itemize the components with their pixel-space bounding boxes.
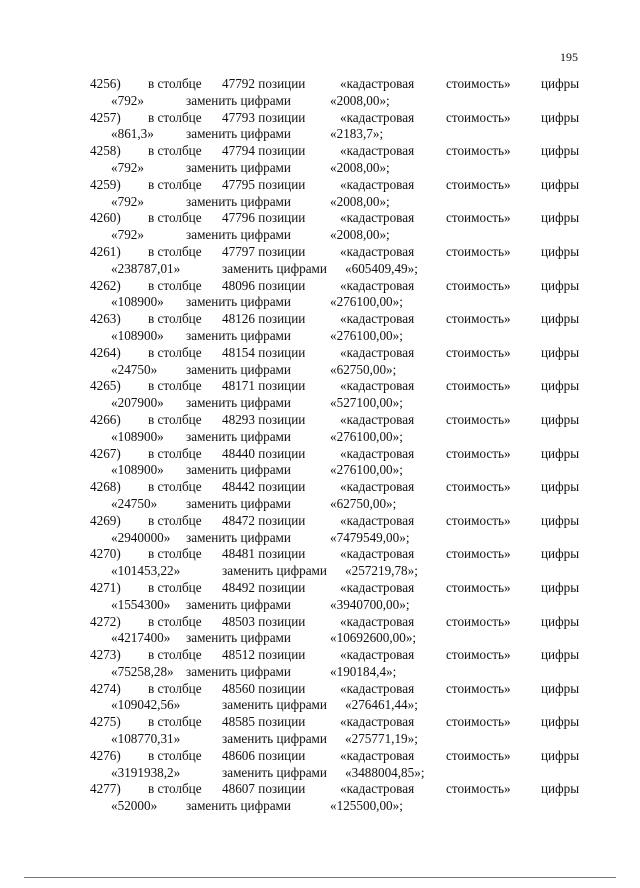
- new-value: «3940700,00»;: [330, 596, 410, 612]
- replace-label: заменить цифрами: [186, 798, 291, 814]
- column-label: в столбце: [148, 143, 202, 159]
- entry-number: 4264): [90, 344, 121, 360]
- position-number: 48606: [222, 747, 255, 763]
- digits-label: цифры: [541, 311, 580, 327]
- list-item: [0, 378, 640, 412]
- cadastral-label: «кадастровая: [340, 445, 415, 461]
- old-value: «207900»: [111, 395, 164, 411]
- replace-label: заменить цифрами: [186, 529, 291, 545]
- replace-label: заменить цифрами: [186, 428, 291, 444]
- replace-label: заменить цифрами: [186, 294, 291, 310]
- cadastral-label: «кадастровая: [340, 512, 415, 528]
- cost-label: стоимость»: [446, 76, 511, 91]
- position-label: позиции: [258, 781, 306, 797]
- entry-number: 4277): [90, 781, 121, 797]
- cost-label: стоимость»: [446, 243, 511, 259]
- replace-label: заменить цифрами: [186, 193, 291, 209]
- cost-label: стоимость»: [446, 378, 511, 394]
- cadastral-label: «кадастровая: [340, 344, 415, 360]
- old-value: «108900»: [111, 327, 164, 343]
- new-value: «190184,4»;: [330, 663, 397, 679]
- position-text: [222, 748, 305, 764]
- column-label: в столбце: [148, 680, 202, 696]
- old-value: «4217400»: [111, 630, 171, 646]
- list-item: [0, 614, 640, 648]
- list-item: [0, 714, 640, 748]
- position-number: 48560: [222, 680, 255, 696]
- position-label: позиции: [258, 277, 306, 293]
- cadastral-label: «кадастровая: [340, 277, 415, 293]
- replace-label: заменить цифрами: [186, 663, 291, 679]
- position-number: 48585: [222, 714, 255, 730]
- cadastral-label: «кадастровая: [340, 210, 415, 226]
- column-label: в столбце: [148, 109, 202, 125]
- column-label: в столбце: [148, 579, 202, 595]
- cadastral-label: «кадастровая: [340, 243, 415, 259]
- position-text: [222, 546, 305, 562]
- position-label: позиции: [258, 76, 306, 91]
- cadastral-label: «кадастровая: [340, 411, 415, 427]
- position-number: 47794: [222, 143, 255, 159]
- position-text: [222, 647, 305, 663]
- position-text: [222, 311, 305, 327]
- list-item: [0, 580, 640, 614]
- list-item: [0, 110, 640, 144]
- cost-label: стоимость»: [446, 176, 511, 192]
- position-number: 48154: [222, 344, 255, 360]
- list-item: [0, 479, 640, 513]
- footer-divider: [24, 877, 616, 878]
- column-label: в столбце: [148, 76, 202, 91]
- old-value: «24750»: [111, 361, 158, 377]
- entry-number: 4256): [90, 76, 121, 91]
- entry-number: 4269): [90, 512, 121, 528]
- new-value: «62750,00»;: [330, 495, 397, 511]
- position-text: [222, 412, 305, 428]
- position-text: [222, 513, 305, 529]
- replace-label: заменить цифрами: [186, 159, 291, 175]
- position-text: [222, 781, 305, 797]
- new-value: «527100,00»;: [330, 395, 403, 411]
- position-label: позиции: [258, 109, 306, 125]
- replace-label: заменить цифрами: [222, 563, 327, 579]
- list-item: [0, 311, 640, 345]
- column-label: в столбце: [148, 613, 202, 629]
- position-label: позиции: [258, 411, 306, 427]
- old-value: «792»: [111, 92, 144, 108]
- entry-number: 4260): [90, 210, 121, 226]
- page-number: 195: [560, 50, 578, 64]
- position-label: позиции: [258, 176, 306, 192]
- new-value: «257219,78»;: [345, 563, 418, 579]
- old-value: «3191938,2»: [111, 764, 181, 780]
- entry-number: 4258): [90, 143, 121, 159]
- cadastral-label: «кадастровая: [340, 579, 415, 595]
- cost-label: стоимость»: [446, 210, 511, 226]
- new-value: «2183,7»;: [330, 126, 384, 142]
- position-number: 48607: [222, 781, 255, 797]
- cost-label: стоимость»: [446, 479, 511, 495]
- new-value: «275771,19»;: [345, 731, 418, 747]
- new-value: «2008,00»;: [330, 227, 390, 243]
- list-item: [0, 76, 640, 110]
- column-label: в столбце: [148, 411, 202, 427]
- cadastral-label: «кадастровая: [340, 378, 415, 394]
- list-item: [0, 546, 640, 580]
- replace-label: заменить цифрами: [186, 361, 291, 377]
- entry-number: 4265): [90, 378, 121, 394]
- cadastral-label: «кадастровая: [340, 76, 415, 91]
- old-value: «24750»: [111, 495, 158, 511]
- cadastral-label: «кадастровая: [340, 176, 415, 192]
- list-item: [0, 681, 640, 715]
- old-value: «101453,22»: [111, 563, 181, 579]
- entry-number: 4273): [90, 647, 121, 663]
- old-value: «109042,56»: [111, 697, 181, 713]
- digits-label: цифры: [541, 512, 580, 528]
- digits-label: цифры: [541, 714, 580, 730]
- replace-label: заменить цифрами: [186, 92, 291, 108]
- list-item: [0, 446, 640, 480]
- digits-label: цифры: [541, 411, 580, 427]
- column-label: в столбце: [148, 210, 202, 226]
- replace-label: заменить цифрами: [186, 126, 291, 142]
- entry-number: 4259): [90, 176, 121, 192]
- digits-label: цифры: [541, 378, 580, 394]
- column-label: в столбце: [148, 243, 202, 259]
- digits-label: цифры: [541, 344, 580, 360]
- position-text: [222, 714, 305, 730]
- position-number: 48442: [222, 479, 255, 495]
- position-text: [222, 143, 305, 159]
- cost-label: стоимость»: [446, 344, 511, 360]
- digits-label: цифры: [541, 781, 580, 797]
- replace-label: заменить цифрами: [222, 764, 327, 780]
- cadastral-label: «кадастровая: [340, 747, 415, 763]
- position-text: [222, 681, 305, 697]
- entry-number: 4275): [90, 714, 121, 730]
- position-number: 48503: [222, 613, 255, 629]
- cadastral-label: «кадастровая: [340, 143, 415, 159]
- position-label: позиции: [258, 680, 306, 696]
- replace-label: заменить цифрами: [186, 395, 291, 411]
- replace-label: заменить цифрами: [222, 731, 327, 747]
- replace-label: заменить цифрами: [186, 495, 291, 511]
- position-number: 48126: [222, 311, 255, 327]
- digits-label: цифры: [541, 176, 580, 192]
- list-item: [0, 278, 640, 312]
- position-text: [222, 278, 305, 294]
- entry-number: 4266): [90, 411, 121, 427]
- new-value: «276100,00»;: [330, 327, 403, 343]
- digits-label: цифры: [541, 479, 580, 495]
- new-value: «2008,00»;: [330, 159, 390, 175]
- replace-label: заменить цифрами: [186, 462, 291, 478]
- column-label: в столбце: [148, 714, 202, 730]
- position-label: позиции: [258, 445, 306, 461]
- position-label: позиции: [258, 613, 306, 629]
- position-text: [222, 378, 305, 394]
- digits-label: цифры: [541, 747, 580, 763]
- entry-number: 4276): [90, 747, 121, 763]
- digits-label: цифры: [541, 76, 580, 91]
- position-number: 48293: [222, 411, 255, 427]
- new-value: «276100,00»;: [330, 428, 403, 444]
- amendment-list: [0, 76, 640, 815]
- position-text: [222, 446, 305, 462]
- new-value: «125500,00»;: [330, 798, 403, 814]
- old-value: «52000»: [111, 798, 158, 814]
- cadastral-label: «кадастровая: [340, 647, 415, 663]
- entry-number: 4267): [90, 445, 121, 461]
- entry-number: 4263): [90, 311, 121, 327]
- position-text: [222, 345, 305, 361]
- entry-number: 4268): [90, 479, 121, 495]
- replace-label: заменить цифрами: [222, 697, 327, 713]
- digits-label: цифры: [541, 109, 580, 125]
- cost-label: стоимость»: [446, 747, 511, 763]
- new-value: «7479549,00»;: [330, 529, 410, 545]
- position-label: позиции: [258, 210, 306, 226]
- cost-label: стоимость»: [446, 411, 511, 427]
- cost-label: стоимость»: [446, 579, 511, 595]
- entry-number: 4262): [90, 277, 121, 293]
- position-label: позиции: [258, 512, 306, 528]
- list-item: [0, 143, 640, 177]
- new-value: «2008,00»;: [330, 193, 390, 209]
- cost-label: стоимость»: [446, 647, 511, 663]
- cost-label: стоимость»: [446, 546, 511, 562]
- digits-label: цифры: [541, 680, 580, 696]
- entry-number: 4272): [90, 613, 121, 629]
- position-label: позиции: [258, 579, 306, 595]
- cost-label: стоимость»: [446, 512, 511, 528]
- replace-label: заменить цифрами: [186, 227, 291, 243]
- position-number: 48440: [222, 445, 255, 461]
- old-value: «861,3»: [111, 126, 154, 142]
- cost-label: стоимость»: [446, 714, 511, 730]
- old-value: «1554300»: [111, 596, 171, 612]
- list-item: [0, 513, 640, 547]
- column-label: в столбце: [148, 546, 202, 562]
- position-number: 47795: [222, 176, 255, 192]
- cadastral-label: «кадастровая: [340, 546, 415, 562]
- new-value: «3488004,85»;: [345, 764, 425, 780]
- entry-number: 4270): [90, 546, 121, 562]
- digits-label: цифры: [541, 445, 580, 461]
- column-label: в столбце: [148, 344, 202, 360]
- new-value: «276100,00»;: [330, 294, 403, 310]
- cost-label: стоимость»: [446, 680, 511, 696]
- replace-label: заменить цифрами: [186, 630, 291, 646]
- cadastral-label: «кадастровая: [340, 781, 415, 797]
- digits-label: цифры: [541, 613, 580, 629]
- position-label: позиции: [258, 714, 306, 730]
- cadastral-label: «кадастровая: [340, 311, 415, 327]
- cost-label: стоимость»: [446, 445, 511, 461]
- new-value: «605409,49»;: [345, 260, 418, 276]
- position-text: [222, 479, 305, 495]
- column-label: в столбце: [148, 176, 202, 192]
- position-label: позиции: [258, 344, 306, 360]
- column-label: в столбце: [148, 747, 202, 763]
- list-item: [0, 647, 640, 681]
- digits-label: цифры: [541, 243, 580, 259]
- position-number: 48512: [222, 647, 255, 663]
- column-label: в столбце: [148, 479, 202, 495]
- list-item: [0, 210, 640, 244]
- list-item: [0, 412, 640, 446]
- old-value: «108900»: [111, 428, 164, 444]
- position-number: 48472: [222, 512, 255, 528]
- entry-number: 4271): [90, 579, 121, 595]
- position-number: 48492: [222, 579, 255, 595]
- old-value: «792»: [111, 159, 144, 175]
- position-number: 47793: [222, 109, 255, 125]
- old-value: «108770,31»: [111, 731, 181, 747]
- position-number: 47796: [222, 210, 255, 226]
- list-item: [0, 781, 640, 815]
- column-label: в столбце: [148, 277, 202, 293]
- new-value: «10692600,00»;: [330, 630, 417, 646]
- cost-label: стоимость»: [446, 109, 511, 125]
- replace-label: заменить цифрами: [186, 327, 291, 343]
- digits-label: цифры: [541, 546, 580, 562]
- old-value: «108900»: [111, 462, 164, 478]
- cost-label: стоимость»: [446, 277, 511, 293]
- digits-label: цифры: [541, 277, 580, 293]
- cadastral-label: «кадастровая: [340, 680, 415, 696]
- new-value: «2008,00»;: [330, 92, 390, 108]
- cost-label: стоимость»: [446, 781, 511, 797]
- old-value: «792»: [111, 227, 144, 243]
- position-label: позиции: [258, 546, 306, 562]
- replace-label: заменить цифрами: [222, 260, 327, 276]
- cadastral-label: «кадастровая: [340, 109, 415, 125]
- old-value: «75258,28»: [111, 663, 174, 679]
- column-label: в столбце: [148, 311, 202, 327]
- digits-label: цифры: [541, 647, 580, 663]
- position-text: [222, 210, 305, 226]
- entry-number: 4274): [90, 680, 121, 696]
- column-label: в столбце: [148, 512, 202, 528]
- list-item: [0, 345, 640, 379]
- replace-label: заменить цифрами: [186, 596, 291, 612]
- new-value: «276100,00»;: [330, 462, 403, 478]
- column-label: в столбце: [148, 378, 202, 394]
- position-text: [222, 580, 305, 596]
- position-text: [222, 177, 305, 193]
- digits-label: цифры: [541, 210, 580, 226]
- entry-number: 4261): [90, 243, 121, 259]
- position-text: [222, 110, 305, 126]
- new-value: «62750,00»;: [330, 361, 397, 377]
- column-label: в столбце: [148, 445, 202, 461]
- column-label: в столбце: [148, 647, 202, 663]
- list-item: [0, 177, 640, 211]
- position-number: 47797: [222, 243, 255, 259]
- old-value: «792»: [111, 193, 144, 209]
- position-number: 48096: [222, 277, 255, 293]
- old-value: «2940000»: [111, 529, 171, 545]
- list-item: [0, 748, 640, 782]
- cadastral-label: «кадастровая: [340, 479, 415, 495]
- position-text: [222, 614, 305, 630]
- position-label: позиции: [258, 747, 306, 763]
- position-number: 47792: [222, 76, 255, 91]
- cost-label: стоимость»: [446, 143, 511, 159]
- cost-label: стоимость»: [446, 613, 511, 629]
- position-text: [222, 76, 305, 92]
- position-number: 48481: [222, 546, 255, 562]
- cadastral-label: «кадастровая: [340, 714, 415, 730]
- position-label: позиции: [258, 143, 306, 159]
- new-value: «276461,44»;: [345, 697, 418, 713]
- position-number: 48171: [222, 378, 255, 394]
- column-label: в столбце: [148, 781, 202, 797]
- position-label: позиции: [258, 243, 306, 259]
- entry-number: 4257): [90, 109, 121, 125]
- cadastral-label: «кадастровая: [340, 613, 415, 629]
- old-value: «238787,01»: [111, 260, 181, 276]
- position-text: [222, 244, 305, 260]
- cost-label: стоимость»: [446, 311, 511, 327]
- old-value: «108900»: [111, 294, 164, 310]
- digits-label: цифры: [541, 579, 580, 595]
- position-label: позиции: [258, 647, 306, 663]
- list-item: [0, 244, 640, 278]
- position-label: позиции: [258, 479, 306, 495]
- position-label: позиции: [258, 311, 306, 327]
- digits-label: цифры: [541, 143, 580, 159]
- position-label: позиции: [258, 378, 306, 394]
